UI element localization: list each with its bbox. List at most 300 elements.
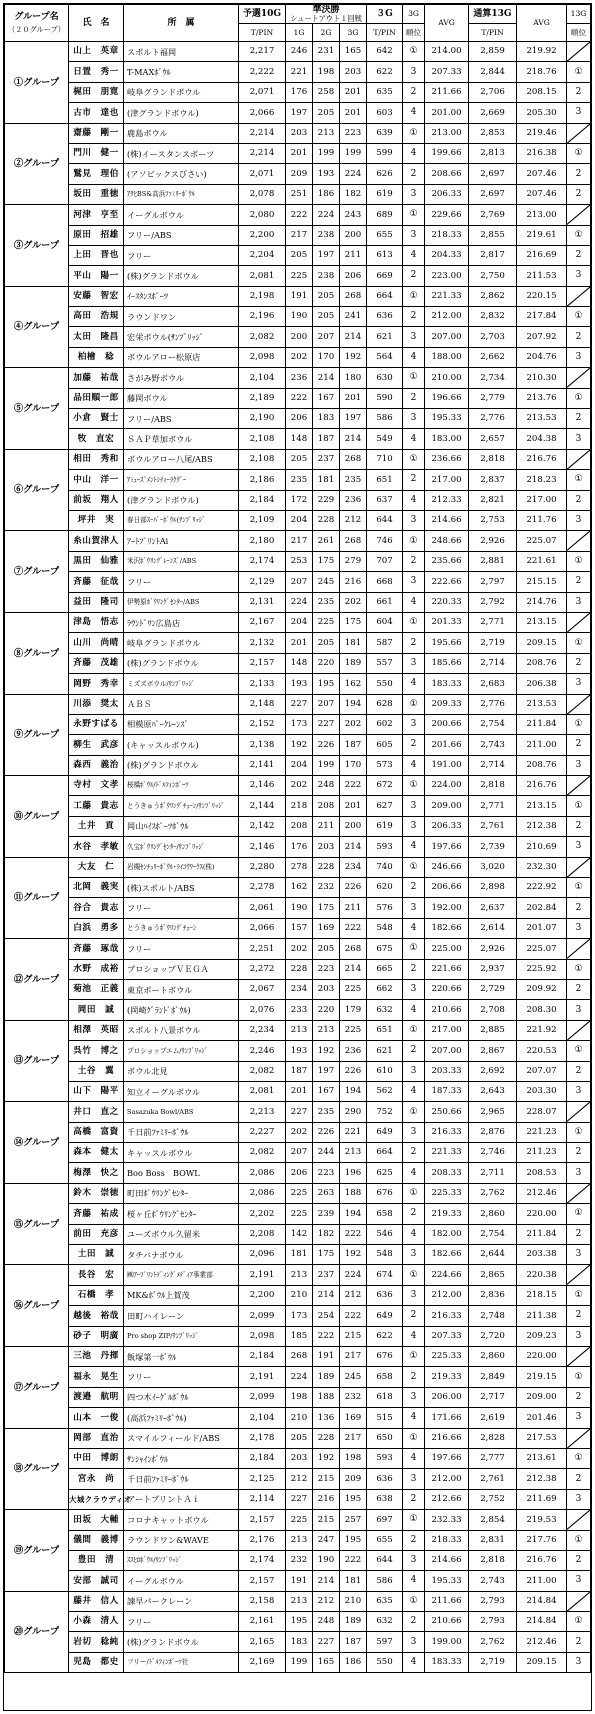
three-game-total: 658 (367, 1204, 403, 1224)
affiliation: ＡＢＳ (124, 694, 239, 714)
total-rank: 2 (567, 1306, 591, 1326)
table-row (5, 735, 591, 755)
three-game-rank: 3 (403, 1122, 425, 1142)
game1-score: 202 (286, 939, 313, 959)
three-game-rank: 2 (403, 1306, 425, 1326)
game3-score: 162 (340, 674, 367, 694)
three-game-rank: 4 (403, 1652, 425, 1672)
game1-score: 187 (286, 1061, 313, 1081)
qualifying-score: 2,280 (239, 857, 286, 877)
game3-score: 206 (340, 266, 367, 286)
affiliation: 藤岡ボウル (124, 388, 239, 408)
game2-score: 254 (313, 1306, 340, 1326)
game2-score: 228 (313, 1428, 340, 1448)
total-avg: 220.53 (517, 1041, 567, 1061)
affiliation: スマイルフィールド/ABS (124, 1428, 239, 1448)
player-name: 相澤 英昭 (69, 1020, 124, 1040)
advanced-slash (567, 449, 591, 469)
game3-score: 268 (340, 449, 367, 469)
total-score: 2,926 (469, 531, 517, 551)
three-game-rank: 3 (403, 1550, 425, 1570)
total-rank: ① (567, 1448, 591, 1468)
game2-score: 244 (313, 1143, 340, 1163)
affiliation: 相模原ﾊﾟｰｸﾚｰﾝｽﾞ (124, 714, 239, 734)
game2-score: 182 (313, 1224, 340, 1244)
three-game-total: 550 (367, 674, 403, 694)
total-avg: 225.07 (517, 939, 567, 959)
table-row (5, 510, 591, 530)
player-name: 森西 義治 (69, 755, 124, 775)
game3-score: 186 (340, 1652, 367, 1672)
affiliation: とうきゅうﾎﾞｳﾘﾝｸﾞﾁｪｰﾝ/ｻﾝﾌﾞﾘｯｼﾞ (124, 796, 239, 816)
table-row (5, 347, 591, 367)
total-rank: 3 (567, 1163, 591, 1183)
game2-score: 175 (313, 1245, 340, 1265)
three-game-rank: 4 (403, 918, 425, 938)
affiliation: さがみ野ボウル (124, 368, 239, 388)
game3-score: 189 (340, 1612, 367, 1632)
player-name: 山本 一俊 (69, 1408, 124, 1428)
game2-score: 170 (313, 347, 340, 367)
three-game-avg: 192.00 (425, 898, 469, 918)
player-name: 長谷 宏 (69, 1265, 124, 1285)
game1-score: 210 (286, 1408, 313, 1428)
three-game-avg: 216.33 (425, 1122, 469, 1142)
three-game-avg: 207.33 (425, 62, 469, 82)
game2-score: 245 (313, 572, 340, 592)
qualifying-score: 2,082 (239, 327, 286, 347)
group-label: ②グループ (5, 123, 69, 205)
game3-score: 194 (340, 1204, 367, 1224)
group-label: ⑩グループ (5, 776, 69, 858)
three-game-avg: 216.66 (425, 1428, 469, 1448)
qualifying-score: 2,191 (239, 1367, 286, 1387)
total-score: 2,743 (469, 1571, 517, 1591)
three-game-total: 651 (367, 470, 403, 490)
group-label: ⑪グループ (5, 857, 69, 939)
total-score: 2,793 (469, 1612, 517, 1632)
player-name: 水谷 孝敏 (69, 837, 124, 857)
three-game-avg: 218.33 (425, 225, 469, 245)
total-avg: 208.76 (517, 653, 567, 673)
affiliation: 知立イーグルボウル (124, 1081, 239, 1101)
game3-score: 225 (340, 979, 367, 999)
game2-score: 215 (313, 1469, 340, 1489)
total-score: 2,821 (469, 490, 517, 510)
player-name: 日置 秀一 (69, 62, 124, 82)
game1-score: 190 (286, 307, 313, 327)
affiliation: 岐阜グランドボウル (124, 633, 239, 653)
player-name: 岩切 稔純 (69, 1632, 124, 1652)
game1-score: 246 (286, 42, 313, 62)
game1-score: 204 (286, 612, 313, 632)
total-avg: 216.76 (517, 776, 567, 796)
game2-score: 248 (313, 1612, 340, 1632)
game2-score: 207 (313, 694, 340, 714)
affiliation: コロナキャットボウル (124, 1510, 239, 1530)
game2-score: 228 (313, 510, 340, 530)
qualifying-score: 2,108 (239, 449, 286, 469)
game2-score: 188 (313, 1387, 340, 1407)
player-name: 谷合 貴志 (69, 898, 124, 918)
game2-score: 237 (313, 1265, 340, 1285)
total-score: 2,771 (469, 612, 517, 632)
three-game-total: 639 (367, 123, 403, 143)
group-label: ⑬グループ (5, 1020, 69, 1102)
game2-score: 263 (313, 1183, 340, 1203)
qualifying-score: 2,086 (239, 1163, 286, 1183)
player-name: 相田 秀和 (69, 449, 124, 469)
table-row (5, 1448, 591, 1468)
game3-score: 196 (340, 1163, 367, 1183)
qualifying-score: 2,082 (239, 1061, 286, 1081)
game2-score: 238 (313, 266, 340, 286)
total-score: 2,697 (469, 184, 517, 204)
total-score: 2,614 (469, 918, 517, 938)
three-game-rank: ① (403, 694, 425, 714)
player-name: 大友 仁 (69, 857, 124, 877)
game2-score: 235 (313, 592, 340, 612)
three-game-rank: 3 (403, 409, 425, 429)
game3-score: 165 (340, 42, 367, 62)
three-game-total: 661 (367, 592, 403, 612)
player-name: 高橋 富資 (69, 1122, 124, 1142)
total-score: 2,779 (469, 388, 517, 408)
three-game-rank: 3 (403, 510, 425, 530)
player-name: 北岡 義実 (69, 878, 124, 898)
game3-score: 202 (340, 592, 367, 612)
qualifying-score: 2,061 (239, 898, 286, 918)
table-row (5, 1469, 591, 1489)
table-row (5, 898, 591, 918)
three-game-avg: 183.00 (425, 429, 469, 449)
total-avg: 204.76 (517, 347, 567, 367)
three-game-total: 635 (367, 82, 403, 102)
group-label: ⑥グループ (5, 449, 69, 531)
total-rank: 2 (567, 184, 591, 204)
total-rank: 3 (567, 1489, 591, 1509)
table-row (5, 776, 591, 796)
player-name: 藤井 信人 (69, 1591, 124, 1611)
game1-score: 206 (286, 409, 313, 429)
total-rank: 3 (567, 266, 591, 286)
total-score: 2,885 (469, 1020, 517, 1040)
table-body (5, 42, 591, 1673)
affiliation: 鹿島ボウル (124, 123, 239, 143)
affiliation: 宏栄ボウル(ｻﾝﾌﾞﾘｯｼﾞ (124, 327, 239, 347)
table-row (5, 266, 591, 286)
total-avg: 219.53 (517, 1510, 567, 1530)
results-sheet (3, 3, 592, 1711)
total-avg: 209.23 (517, 1326, 567, 1346)
three-game-total: 637 (367, 490, 403, 510)
table-row (5, 103, 591, 123)
game1-score: 233 (286, 1000, 313, 1020)
table-row (5, 1102, 591, 1122)
game3-score: 211 (340, 245, 367, 265)
three-game-rank: 3 (403, 1245, 425, 1265)
table-row (5, 184, 591, 204)
three-game-rank: 4 (403, 1571, 425, 1591)
affiliation: タチバナボウル (124, 1245, 239, 1265)
three-game-rank: 4 (403, 1163, 425, 1183)
affiliation: (津グランドボウル) (124, 103, 239, 123)
game3-score: 222 (340, 1306, 367, 1326)
three-game-avg: 235.66 (425, 551, 469, 571)
total-score: 2,777 (469, 1448, 517, 1468)
total-score: 2,855 (469, 225, 517, 245)
game3-score: 257 (340, 1510, 367, 1530)
total-avg: 211.69 (517, 1489, 567, 1509)
three-game-total: 665 (367, 959, 403, 979)
total-rank: 3 (567, 592, 591, 612)
three-game-total: 636 (367, 1469, 403, 1489)
total-avg: 201.46 (517, 1408, 567, 1428)
three-game-rank: 2 (403, 164, 425, 184)
three-game-avg: 203.33 (425, 1061, 469, 1081)
game2-score: 197 (313, 1061, 340, 1081)
total-rank: ① (567, 1530, 591, 1550)
player-name: 砂子 明廣 (69, 1326, 124, 1346)
three-game-rank: 4 (403, 1224, 425, 1244)
total-avg: 202.84 (517, 898, 567, 918)
three-game-total: 632 (367, 1612, 403, 1632)
three-game-total: 625 (367, 1163, 403, 1183)
qualifying-header: 予選10G (239, 5, 286, 24)
game1-score: 205 (286, 1428, 313, 1448)
advanced-slash (567, 776, 591, 796)
three-game-rank: 2 (403, 1143, 425, 1163)
total-rank: 2 (567, 1550, 591, 1570)
three-game-avg: 221.66 (425, 959, 469, 979)
game3-score: 211 (340, 898, 367, 918)
qualifying-score: 2,227 (239, 1122, 286, 1142)
game1-score: 205 (286, 449, 313, 469)
affiliation: (キャッスルボウル) (124, 735, 239, 755)
game1-score: 225 (286, 1183, 313, 1203)
player-name: 糸山賀津人 (69, 531, 124, 551)
total-score: 2,776 (469, 694, 517, 714)
total-score: 2,769 (469, 205, 517, 225)
total-avg: 207.46 (517, 164, 567, 184)
three-game-rank: ① (403, 368, 425, 388)
game1-score: 206 (286, 1163, 313, 1183)
three-game-rank: 4 (403, 1326, 425, 1346)
affiliation: T-MAXﾎﾞｳﾙ (124, 62, 239, 82)
game1-score: 213 (286, 1530, 313, 1550)
qualifying-score: 2,081 (239, 1081, 286, 1101)
total-rank: 3 (567, 1408, 591, 1428)
affiliation: (株)グランドボウル (124, 755, 239, 775)
three-game-avg: 196.66 (425, 388, 469, 408)
qualifying-score: 2,167 (239, 612, 286, 632)
total-score: 2,837 (469, 470, 517, 490)
total-rank: ① (567, 1612, 591, 1632)
three-game-rank: ① (403, 1265, 425, 1285)
total-score: 2,813 (469, 143, 517, 163)
total-score: 2,662 (469, 347, 517, 367)
total-avg: 212.38 (517, 1469, 567, 1489)
total-rank: ① (567, 470, 591, 490)
three-game-total: 621 (367, 1041, 403, 1061)
three-game-total: 664 (367, 1143, 403, 1163)
qualifying-score: 2,202 (239, 1204, 286, 1224)
game1-score: 227 (286, 1489, 313, 1509)
game1-score: 278 (286, 857, 313, 877)
three-game-total: 649 (367, 1306, 403, 1326)
game1-score: 192 (286, 735, 313, 755)
game2-score: 175 (313, 551, 340, 571)
total-score: 2,643 (469, 1081, 517, 1101)
total-avg: 211.84 (517, 1224, 567, 1244)
affiliation: 町田ﾎﾞｳﾘﾝｸﾞｾﾝﾀｰ (124, 1183, 239, 1203)
total-score: 2,719 (469, 633, 517, 653)
total-avg: 209.00 (517, 1387, 567, 1407)
table-row (5, 1122, 591, 1142)
three-game-rank: ① (403, 857, 425, 877)
table-row (5, 1306, 591, 1326)
game1-score: 181 (286, 1245, 313, 1265)
qualifying-score: 2,152 (239, 714, 286, 734)
table-row (5, 42, 591, 62)
three-game-avg: 183.33 (425, 1652, 469, 1672)
affiliation: (高浜ﾌｧﾐﾘｰﾎﾞｳﾙ) (124, 1408, 239, 1428)
player-name: 太田 隆昌 (69, 327, 124, 347)
three-game-total: 642 (367, 42, 403, 62)
affiliation: フリー (124, 1367, 239, 1387)
player-name: 梅澤 快之 (69, 1163, 124, 1183)
table-row (5, 1367, 591, 1387)
total-rank: 2 (567, 245, 591, 265)
table-row (5, 164, 591, 184)
three-game-rank: 2 (403, 82, 425, 102)
three-game-rank: 3 (403, 184, 425, 204)
qualifying-score: 2,144 (239, 796, 286, 816)
three-game-avg: 206.00 (425, 1387, 469, 1407)
game2-score: 167 (313, 1081, 340, 1101)
qualifying-score: 2,161 (239, 1612, 286, 1632)
total-rank: ① (567, 1367, 591, 1387)
advanced-slash (567, 1347, 591, 1367)
three-game-total: 622 (367, 62, 403, 82)
total-avg: 221.92 (517, 1020, 567, 1040)
game1-score: 212 (286, 1469, 313, 1489)
game1-score: 176 (286, 82, 313, 102)
qualifying-unit: T/PIN (239, 24, 286, 42)
group-label: ⑨グループ (5, 694, 69, 776)
advanced-slash (567, 123, 591, 143)
total-rank: ① (567, 633, 591, 653)
table-row (5, 531, 591, 551)
qualifying-score: 2,098 (239, 347, 286, 367)
three-game-avg: 225.00 (425, 939, 469, 959)
affiliation: 田町ハイレーン (124, 1306, 239, 1326)
total-avg: 216.69 (517, 245, 567, 265)
total-score: 2,719 (469, 1652, 517, 1672)
three-game-avg: 208.66 (425, 164, 469, 184)
three-game-total: 672 (367, 776, 403, 796)
affiliation: (株)グランドボウル (124, 653, 239, 673)
total-avg: 221.23 (517, 1122, 567, 1142)
rank3-header: 3G (403, 5, 425, 24)
total-avg: 211.00 (517, 735, 567, 755)
game3-score: 268 (340, 531, 367, 551)
three-game-total: 668 (367, 572, 403, 592)
game3-score: 198 (340, 1448, 367, 1468)
three-game-total: 593 (367, 837, 403, 857)
total-avg: 214.84 (517, 1612, 567, 1632)
game3-score: 268 (340, 286, 367, 306)
qualifying-score: 2,200 (239, 1285, 286, 1305)
total-rank: ① (567, 551, 591, 571)
affiliation: 千日前ﾌｧﾐﾘｰﾎﾞｳﾙ (124, 1122, 239, 1142)
game2-score: 227 (313, 714, 340, 734)
total-score: 2,818 (469, 1550, 517, 1570)
total-score: 2,619 (469, 1408, 517, 1428)
game2-score: 199 (313, 143, 340, 163)
three-game-total: 650 (367, 1428, 403, 1448)
qualifying-score: 2,184 (239, 490, 286, 510)
game3-score: 212 (340, 510, 367, 530)
three-game-rank: 3 (403, 816, 425, 836)
total-rank: 2 (567, 653, 591, 673)
player-name: 牧 直宏 (69, 429, 124, 449)
table-row (5, 1224, 591, 1244)
game1-score: 157 (286, 918, 313, 938)
player-name: 安藤 智宏 (69, 286, 124, 306)
game2-score: 199 (313, 755, 340, 775)
table-row (5, 1347, 591, 1367)
three-game-avg: 211.66 (425, 82, 469, 102)
game3-score: 182 (340, 184, 367, 204)
three-game-total: 638 (367, 1489, 403, 1509)
game2-score: 237 (313, 449, 340, 469)
game1-score: 235 (286, 470, 313, 490)
game2-score: 228 (313, 857, 340, 877)
affiliation: (アソビックスびさい) (124, 164, 239, 184)
three-game-total: 604 (367, 612, 403, 632)
player-name: 加藤 祐哉 (69, 368, 124, 388)
three-game-avg: 206.33 (425, 184, 469, 204)
game1-score: 213 (286, 1591, 313, 1611)
game1-score: 185 (286, 1326, 313, 1346)
three-game-total: 593 (367, 1448, 403, 1468)
game2-score: 203 (313, 837, 340, 857)
game1-score: 201 (286, 1081, 313, 1101)
three-game-avg: 182.66 (425, 918, 469, 938)
three-game-rank: 2 (403, 388, 425, 408)
three-game-avg: 206.66 (425, 878, 469, 898)
affiliation: ユーズボウル久留米 (124, 1224, 239, 1244)
affiliation: ﾗｳﾝﾄﾞﾜﾝ広島店 (124, 612, 239, 632)
three-game-total: 707 (367, 551, 403, 571)
player-name: 門川 健一 (69, 143, 124, 163)
game1-score: 172 (286, 490, 313, 510)
total-score: 2,657 (469, 429, 517, 449)
total-rank: 3 (567, 1245, 591, 1265)
qualifying-score: 2,129 (239, 572, 286, 592)
game1-score: 142 (286, 1224, 313, 1244)
three-game-total: 664 (367, 286, 403, 306)
total-score: 2,720 (469, 1326, 517, 1346)
affiliation: プロショップＶＥＧＡ (124, 959, 239, 979)
game3-score: 195 (340, 1489, 367, 1509)
total-rank: 3 (567, 1081, 591, 1101)
table-row (5, 1408, 591, 1428)
total-rank: 2 (567, 82, 591, 102)
game3-score: 226 (340, 878, 367, 898)
three-game-avg: 221.33 (425, 1143, 469, 1163)
